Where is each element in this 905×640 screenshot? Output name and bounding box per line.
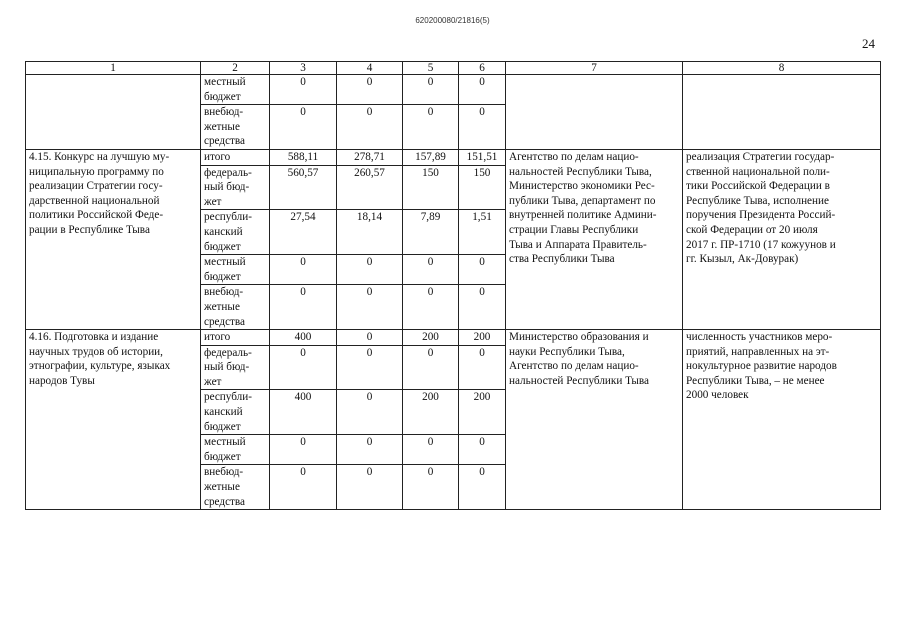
amount-cell: 0 [270, 255, 337, 285]
funding-source-cell: внебюд- жетные средства [201, 285, 270, 330]
amount-cell: 0 [459, 75, 506, 105]
amount-cell: 0 [337, 390, 403, 435]
result-cell: реализация Стратегии государ- ственной национальной поли- тики Российской Федерации в Республике Тыва, исполнение поручения Президента Россий- ской Федерации от 20 июля 2017 г. ПР-1710 (17 кожуунов и гг. Кызыл, Ак-Довурак) [683, 149, 881, 329]
amount-cell: 150 [459, 165, 506, 210]
funding-source-cell: внебюд- жетные средства [201, 465, 270, 510]
amount-cell: 0 [337, 255, 403, 285]
amount-cell: 0 [270, 345, 337, 390]
document-code: 620200080/21816(5) [415, 16, 490, 25]
header-cell-4: 4 [337, 62, 403, 75]
measure-title-cell: 4.16. Подготовка и издание научных трудов об истории, этнографии, культуре, языках народов Тувы [26, 330, 201, 510]
header-cell-2: 2 [201, 62, 270, 75]
amount-cell: 0 [337, 285, 403, 330]
header-cell-8: 8 [683, 62, 881, 75]
amount-cell: 27,54 [270, 210, 337, 255]
amount-cell: 0 [459, 255, 506, 285]
amount-cell: 278,71 [337, 149, 403, 165]
funding-source-cell: федераль- ный бюд- жет [201, 345, 270, 390]
amount-cell: 0 [459, 105, 506, 150]
amount-cell: 0 [403, 75, 459, 105]
continuation-result-cell [683, 75, 881, 150]
amount-cell: 0 [403, 465, 459, 510]
amount-cell: 0 [270, 75, 337, 105]
amount-cell: 0 [337, 330, 403, 346]
table-row [26, 75, 881, 105]
amount-cell: 0 [337, 465, 403, 510]
responsible-cell: Министерство образования и науки Республики Тыва, Агентство по делам нацио- нальностей Республики Тыва [506, 330, 683, 510]
funding-source-cell: республи- канский бюджет [201, 210, 270, 255]
amount-cell: 260,57 [337, 165, 403, 210]
funding-source-cell: итого [201, 149, 270, 165]
header-cell-1: 1 [26, 62, 201, 75]
funding-source-cell: внебюд- жетные средства [201, 105, 270, 150]
amount-cell: 200 [403, 330, 459, 346]
table-row [26, 330, 881, 346]
amount-cell: 1,51 [459, 210, 506, 255]
header-cell-6: 6 [459, 62, 506, 75]
continuation-title-cell [26, 75, 201, 150]
amount-cell: 18,14 [337, 210, 403, 255]
program-table [25, 61, 881, 510]
amount-cell: 0 [270, 435, 337, 465]
table-body [26, 62, 881, 510]
funding-source-cell: федераль- ный бюд- жет [201, 165, 270, 210]
amount-cell: 0 [459, 345, 506, 390]
funding-source-cell: итого [201, 330, 270, 346]
amount-cell: 7,89 [403, 210, 459, 255]
amount-cell: 0 [403, 105, 459, 150]
table-row [26, 149, 881, 165]
amount-cell: 0 [459, 285, 506, 330]
amount-cell: 150 [403, 165, 459, 210]
amount-cell: 0 [403, 435, 459, 465]
amount-cell: 0 [270, 465, 337, 510]
amount-cell: 200 [403, 390, 459, 435]
header-cell-7: 7 [506, 62, 683, 75]
amount-cell: 560,57 [270, 165, 337, 210]
amount-cell: 157,89 [403, 149, 459, 165]
amount-cell: 0 [337, 75, 403, 105]
amount-cell: 151,51 [459, 149, 506, 165]
amount-cell: 0 [459, 435, 506, 465]
result-cell: численность участников меро- приятий, направленных на эт- нокультурное развитие народов Республики Тыва, – не менее 2000 человек [683, 330, 881, 510]
amount-cell: 0 [459, 465, 506, 510]
amount-cell: 400 [270, 390, 337, 435]
page-number: 24 [862, 36, 875, 51]
header-cell-5: 5 [403, 62, 459, 75]
amount-cell: 200 [459, 330, 506, 346]
funding-source-cell: местный бюджет [201, 255, 270, 285]
amount-cell: 0 [270, 105, 337, 150]
amount-cell: 200 [459, 390, 506, 435]
amount-cell: 0 [337, 345, 403, 390]
funding-source-cell: местный бюджет [201, 435, 270, 465]
amount-cell: 0 [337, 435, 403, 465]
amount-cell: 588,11 [270, 149, 337, 165]
amount-cell: 0 [403, 255, 459, 285]
amount-cell: 0 [403, 345, 459, 390]
responsible-cell: Агентство по делам нацио- нальностей Республики Тыва, Министерство экономики Рес- публики Тыва, департамент по внутренней политике Админи- страции Главы Республики Тыва и Аппарата Правитель- ства Республики Тыва [506, 149, 683, 329]
continuation-responsible-cell [506, 75, 683, 150]
funding-source-cell: республи- канский бюджет [201, 390, 270, 435]
amount-cell: 0 [270, 285, 337, 330]
amount-cell: 0 [337, 105, 403, 150]
measure-title-cell: 4.15. Конкурс на лучшую му- ниципальную программу по реализации Стратегии госу- дарственной национальной политики Российской Феде- рации в Республике Тыва [26, 149, 201, 329]
amount-cell: 400 [270, 330, 337, 346]
funding-source-cell: местный бюджет [201, 75, 270, 105]
header-cell-3: 3 [270, 62, 337, 75]
amount-cell: 0 [403, 285, 459, 330]
header-row [26, 62, 881, 75]
